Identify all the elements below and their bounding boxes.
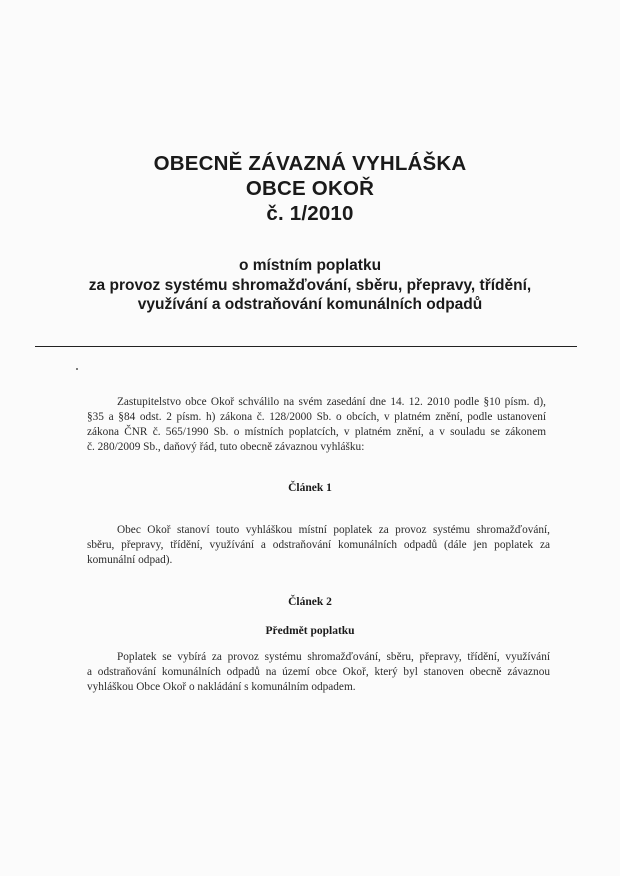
article-2-heading: Článek 2 (288, 596, 332, 608)
subtitle-line-1: o místním poplatku (238, 257, 382, 274)
article-1-line: Obec Okoř stanoví touto vyhláškou místní poplatek za provoz systému shromažďování, (117, 524, 550, 536)
article-1-line: komunální odpad). (87, 554, 173, 566)
scan-speck (76, 368, 78, 370)
horizontal-divider (35, 346, 577, 347)
intro-line: Zastupitelstvo obce Okoř schválilo na svém zasedání dne 14. 12. 2010 podle §10 písm. d), (117, 396, 546, 408)
document-subtitle (0, 256, 620, 315)
subtitle-line-3: využívání a odstraňování komunálních odpadů (137, 296, 483, 313)
intro-line: zákona ČNR č. 565/1990 Sb. o místních poplatcích, v platném znění, a v souladu se zákonem (87, 426, 546, 438)
title-line-2: OBCE OKOŘ (245, 177, 375, 200)
article-1-paragraph (87, 523, 550, 568)
article-2-paragraph (87, 650, 550, 695)
intro-paragraph (87, 395, 546, 455)
title-line-3: č. 1/2010 (266, 202, 354, 225)
article-1-line: sběru, přepravy, třídění, využívání a odstraňování komunálních odpadů (dále jen poplatek za (87, 539, 550, 551)
article-2-subheading: Předmět poplatku (265, 625, 355, 637)
intro-line: §35 a §84 odst. 2 písm. h) zákona č. 128/2000 Sb. o obcích, v platném znění, podle ustanovení (87, 411, 546, 423)
intro-line: č. 280/2009 Sb., daňový řád, tuto obecně závaznou vyhlášku: (87, 441, 365, 453)
title-line-1: OBECNĚ ZÁVAZNÁ VYHLÁŠKA (153, 152, 467, 175)
article-2-line: vyhláškou Obce Okoř o nakládání s komunálním odpadem. (87, 681, 356, 693)
subtitle-line-2: za provoz systému shromažďování, sběru, přepravy, třídění, (88, 276, 532, 294)
document-title (0, 151, 620, 226)
article-2-line: a odstraňování komunálních odpadů na území obce Okoř, který byl stanoven obecně závaznou (87, 666, 550, 678)
article-1-heading: Článek 1 (288, 482, 332, 494)
article-2-line: Poplatek se vybírá za provoz systému shromažďování, sběru, přepravy, třídění, využívání (117, 651, 550, 663)
